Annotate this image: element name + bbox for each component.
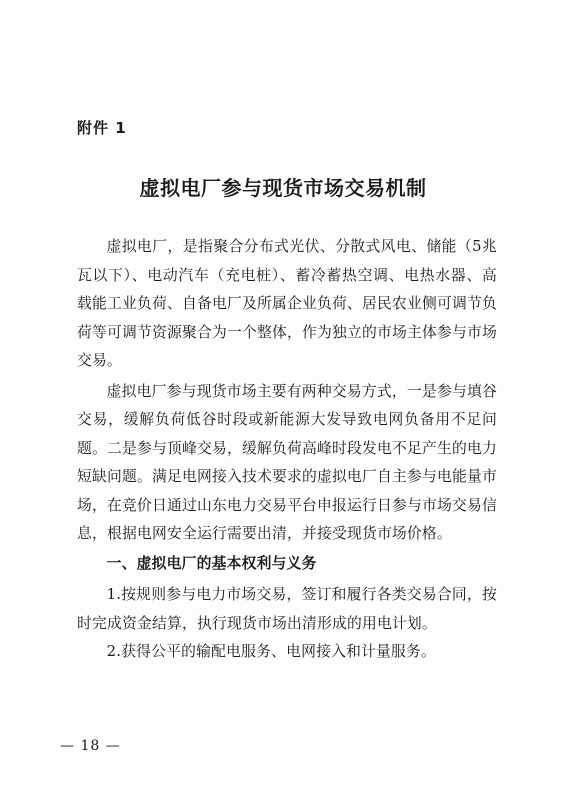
body-text [77,233,497,667]
list-item-1: 1.按规则参与电力市场交易，签订和履行各类交易合同，按时完成资金结算，执行现货市场出清形成的用电计划。 [77,586,497,632]
document-title: 虚拟电厂参与现货市场交易机制 [139,176,427,200]
section-heading: 一、虚拟电厂的基本权利与义务 [106,554,317,572]
page-number: — 18 — [60,738,121,754]
list-item-2: 2.获得公平的输配电服务、电网接入和计量服务。 [106,643,437,660]
attachment-label: 附件 1 [77,119,127,137]
paragraph-definition: 虚拟电厂，是指聚合分布式光伏、分散式风电、储能（5兆瓦以下）、电动汽车（充电桩）、蓄冷蓄热空调、电热水器、高载能工业负荷、自备电厂及所属企业负荷、居民农业侧可调节负荷等可调节资源聚合为一个整体，作为独立的市场主体参与市场交易。 [77,238,497,369]
paragraph-trading-methods: 虚拟电厂参与现货市场主要有两种交易方式，一是参与填谷交易，缓解负荷低谷时段或新能源大发导致电网负备用不足问题。二是参与顶峰交易，缓解负荷高峰时段发电不足产生的电力短缺问题。满足电网接入技术要求的虚拟电厂自主参与电能量市场，在竞价日通过山东电力交易平台申报运行日参与市场交易信息，根据电网安全运行需要出清，并接受现货市场价格。 [77,382,497,542]
